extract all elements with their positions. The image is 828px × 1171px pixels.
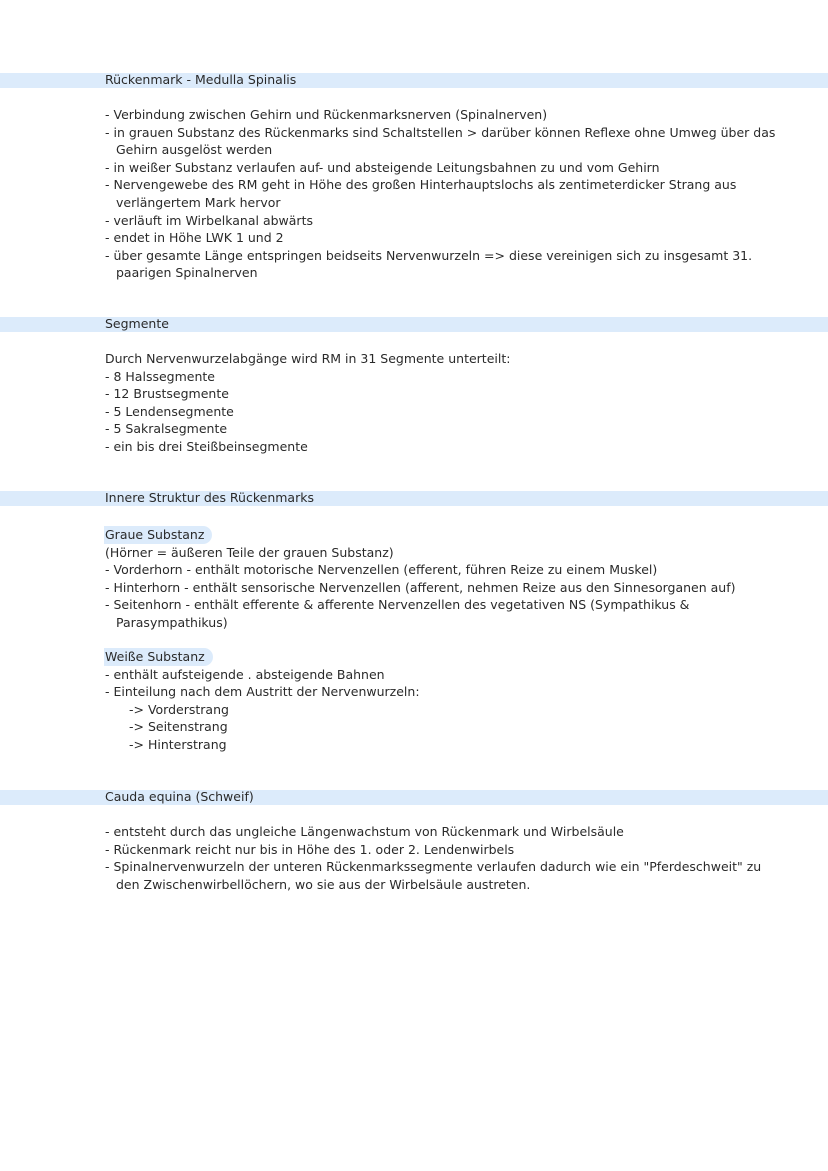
list-item: - Nervengewebe des RM geht in Höhe des großen Hinterhauptslochs als zentimeterdicker Strang aus xyxy=(105,177,737,193)
section-heading: Innere Struktur des Rückenmarks xyxy=(105,490,314,505)
list-item: - Rückenmark reicht nur bis in Höhe des 1. oder 2. Lendenwirbels xyxy=(105,841,515,857)
list-item: - enthält aufsteigende . absteigende Bahnen xyxy=(105,666,385,682)
section-body xyxy=(105,526,736,632)
subheading-weisse-substanz: Weiße Substanz xyxy=(104,648,213,666)
list-item: - ein bis drei Steißbeinsegmente xyxy=(105,438,308,454)
section-body xyxy=(105,350,510,456)
subheading-graue-substanz: Graue Substanz xyxy=(104,526,212,544)
list-item-continuation: paarigen Spinalnerven xyxy=(116,265,258,281)
list-item: - Vorderhorn - enthält motorische Nervenzellen (efferent, führen Reize zu einem Muskel) xyxy=(105,562,658,578)
subheading-note: (Hörner = äußeren Teile der grauen Substanz) xyxy=(105,544,394,560)
list-item: - endet in Höhe LWK 1 und 2 xyxy=(105,230,284,246)
list-item: - 5 Lendensegmente xyxy=(105,403,234,419)
list-item: - 8 Halssegmente xyxy=(105,368,215,384)
section-body xyxy=(105,106,775,282)
list-item: - in weißer Substanz verlaufen auf- und absteigende Leitungsbahnen zu und vom Gehirn xyxy=(105,159,660,175)
section-body xyxy=(105,648,420,754)
list-item: - entsteht durch das ungleiche Längenwachstum von Rückenmark und Wirbelsäule xyxy=(105,824,624,839)
list-item: - in grauen Substanz des Rückenmarks sind Schaltstellen > darüber können Reflexe ohne Umweg über das xyxy=(105,124,776,140)
list-item: - Einteilung nach dem Austritt der Nervenwurzeln: xyxy=(105,684,420,700)
section-intro: Durch Nervenwurzelabgänge wird RM in 31 Segmente unterteilt: xyxy=(105,351,511,366)
section-body xyxy=(105,823,761,893)
section-heading: Segmente xyxy=(105,316,169,331)
list-item: - Spinalnervenwurzeln der unteren Rückenmarkssegmente verlaufen dadurch wie ein "Pferdeschweit" zu xyxy=(105,859,762,875)
list-item: - 5 Sakralsegmente xyxy=(105,421,228,437)
list-item: - Hinterhorn - enthält sensorische Nervenzellen (afferent, nehmen Reize aus den Sinnesorganen auf) xyxy=(105,579,736,595)
section-heading: Cauda equina (Schweif) xyxy=(105,789,254,804)
list-item: - 12 Brustsegmente xyxy=(105,386,229,402)
list-item-continuation: Parasympathikus) xyxy=(116,614,228,630)
section-heading: Rückenmark - Medulla Spinalis xyxy=(105,72,297,87)
list-item-continuation: Gehirn ausgelöst werden xyxy=(116,142,273,158)
list-item: - über gesamte Länge entspringen beidseits Nervenwurzeln => diese vereinigen sich zu insgesamt 31. xyxy=(105,247,753,263)
sub-list-item: -> Hinterstrang xyxy=(129,736,227,752)
sub-list-item: -> Seitenstrang xyxy=(129,719,228,735)
list-item-continuation: verlängertem Mark hervor xyxy=(116,194,281,210)
sub-list-item: -> Vorderstrang xyxy=(129,701,229,717)
list-item: - Seitenhorn - enthält efferente & afferente Nervenzellen des vegetativen NS (Sympathikus & xyxy=(105,597,690,613)
list-item: - verläuft im Wirbelkanal abwärts xyxy=(105,212,313,228)
list-item-continuation: den Zwischenwirbellöchern, wo sie aus der Wirbelsäule austreten. xyxy=(116,876,531,892)
list-item: - Verbindung zwischen Gehirn und Rückenmarksnerven (Spinalnerven) xyxy=(105,107,548,122)
